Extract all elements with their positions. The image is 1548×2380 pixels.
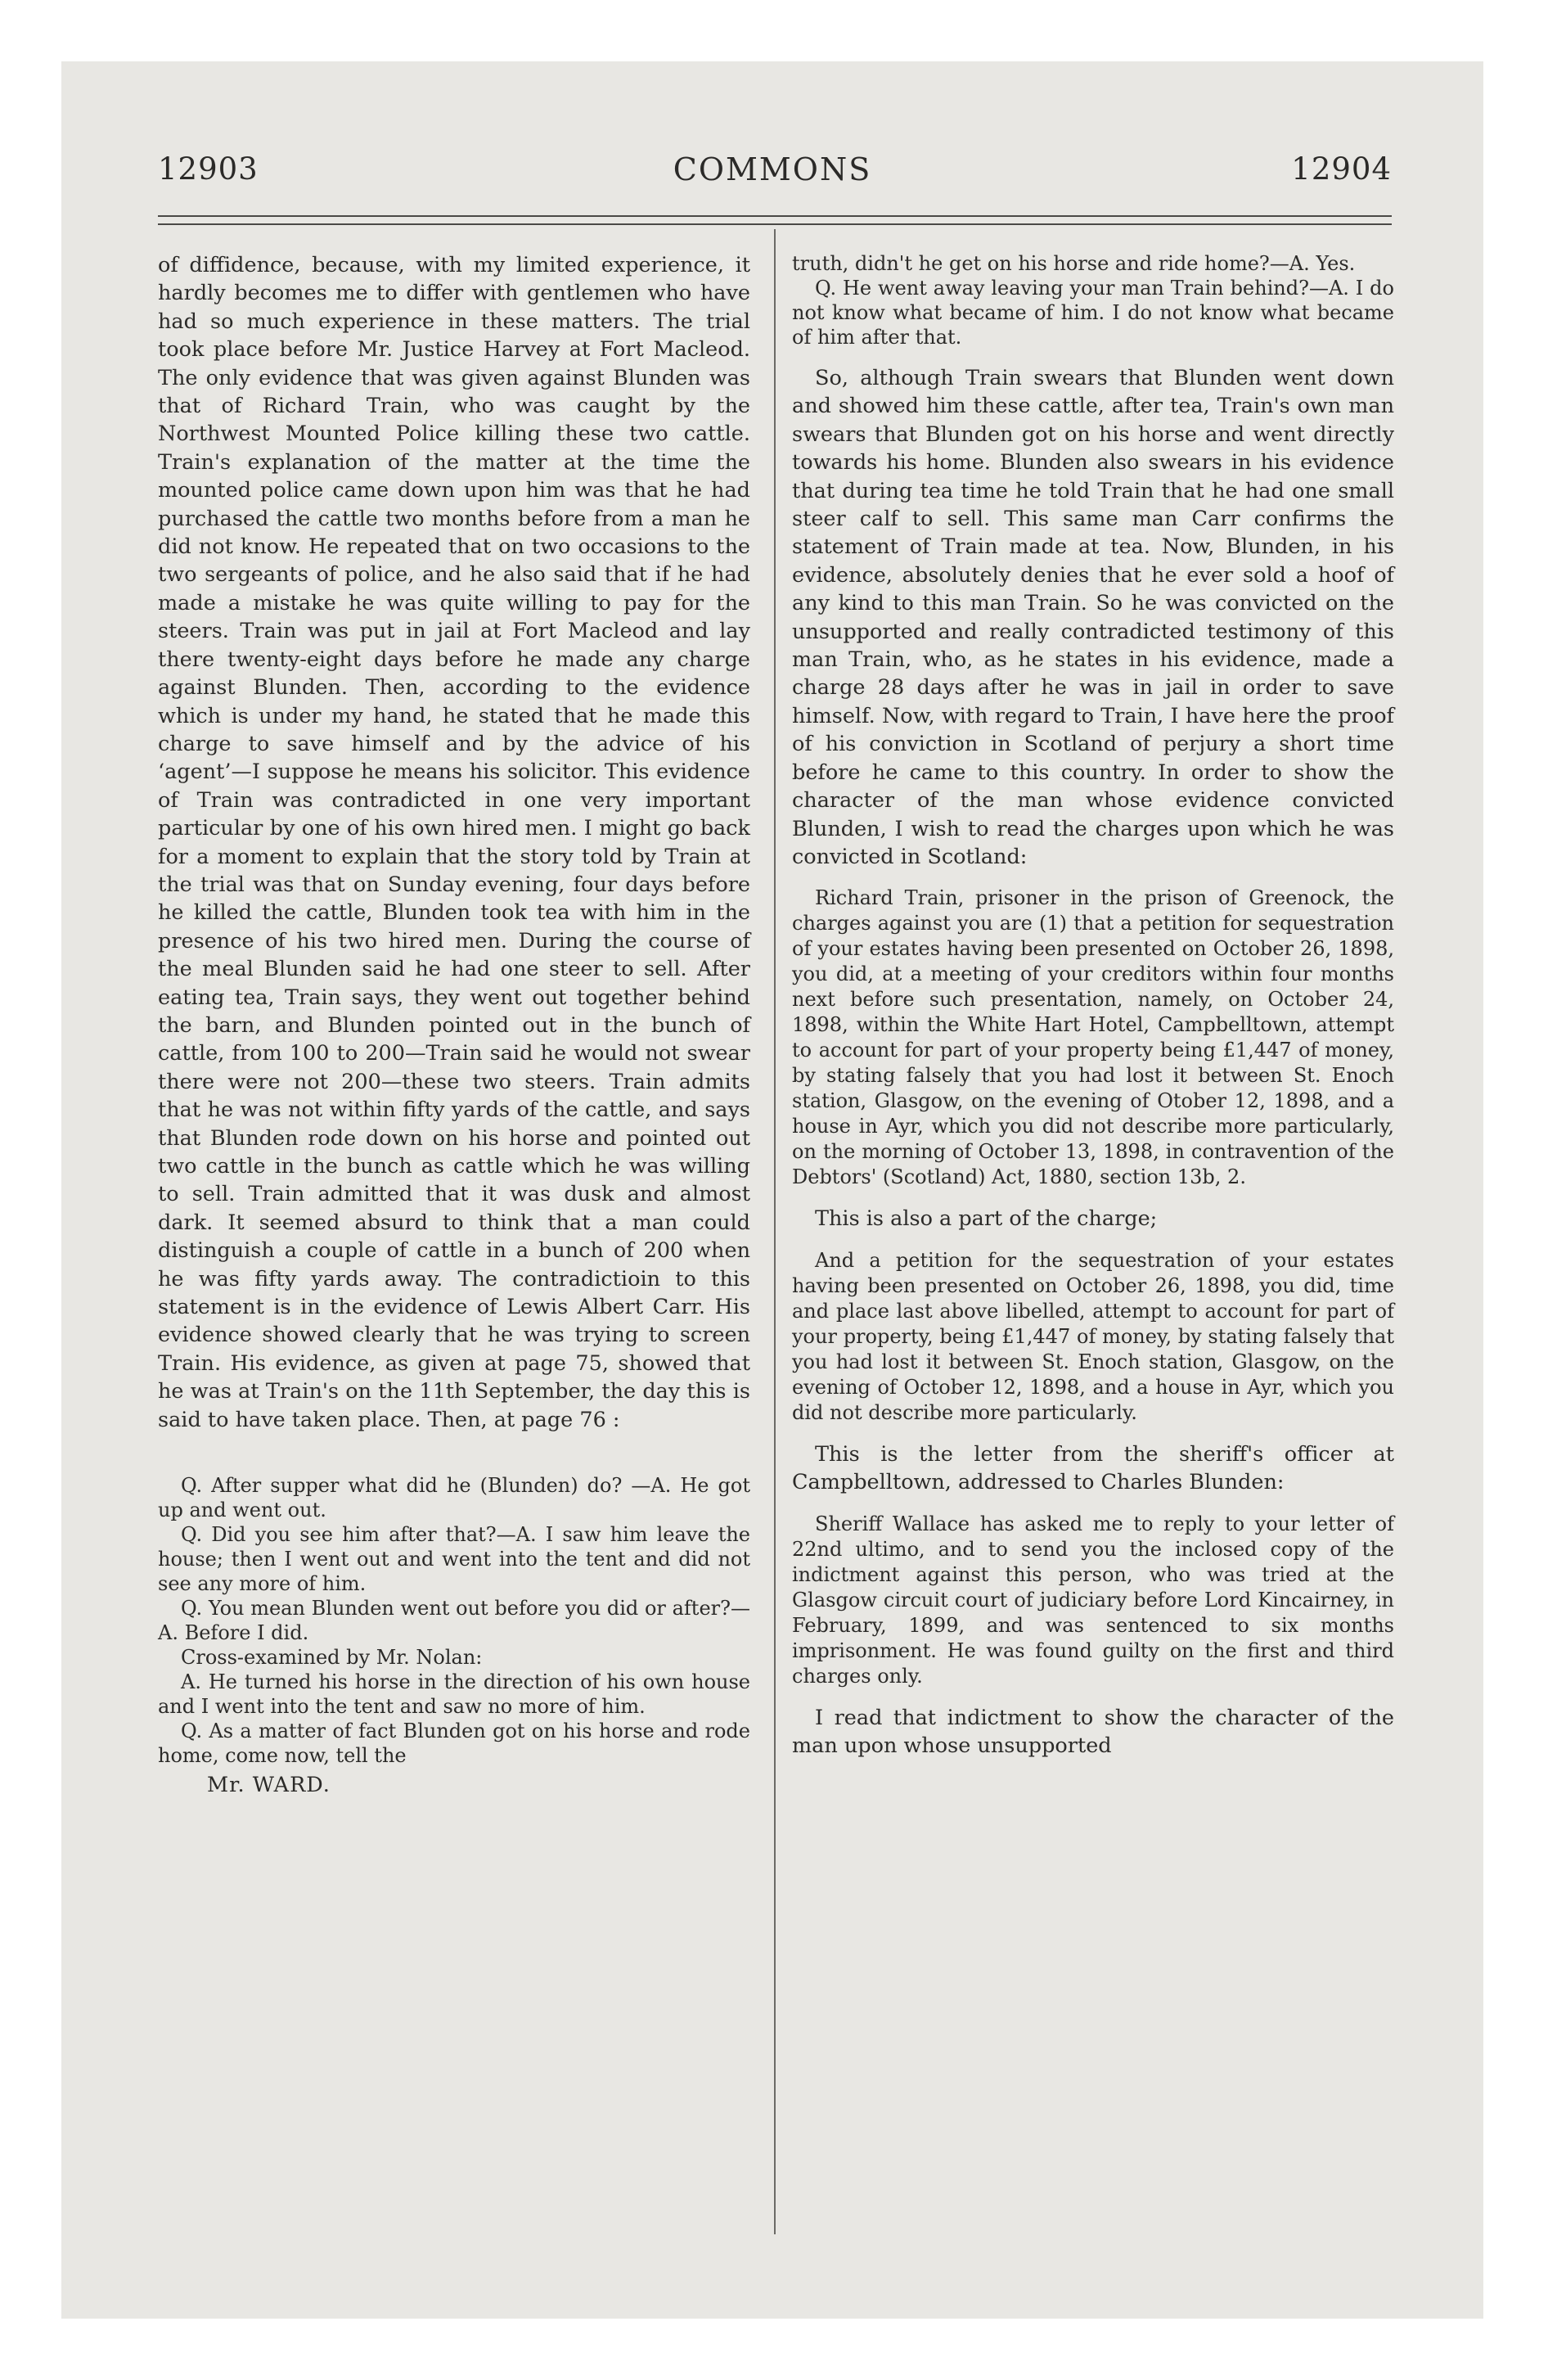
right-paragraph: I read that indictment to show the character of the man upon whose unsupported (792, 1705, 1394, 1758)
qa-line: truth, didn't he get on his horse and ride home?—A. Yes. (792, 252, 1356, 275)
right-paragraph: This is also a part of the charge; (815, 1206, 1158, 1232)
qa-line: Q. He went away leaving your man Train behind?—A. I do not know what became of him. I do not know what became of him after that. (792, 277, 1394, 349)
header-rule-bottom (158, 223, 1392, 225)
right-column (792, 251, 1394, 1760)
left-paragraph: of diffidence, because, with my limited experience, it hardly becomes me to differ with gentlemen who have had so much experience in these matters. The trial took place before Mr. Justice Harvey at Fort Macleod. The only evidence that was given against Blunden was that of Richard Train, who was caught by the Northwest Mounted Police killing these two cattle. Train's explanation of the matter at the time the mounted police came down upon him was that he had purchased the cattle two months before from a man he did not know. He repeated that on two occasions to the two sergeants of police, and he also said that if he had made a mistake he was quite willing to pay for the steers. Train was put in jail at Fort Macleod and lay there twenty-eight days before he made any charge against Blunden. Then, according to the evidence which is under my hand, he stated that he made this charge to save himself and by the advice of his ‘agent’—I suppose he means his solicitor. This evidence of Train was contradicted in one very important particular by one of his own hired men. I might go back for a moment to explain that the story told by Train at the trial was that on Sunday evening, four days before he killed the cattle, Blunden took tea with him in the presence of his two hired men. During the course of the meal Blunden said he had one steer to sell. After eating tea, Train says, they went out together behind the barn, and Blunden pointed out in the bunch of cattle, from 100 to 200—Train said he would not swear there were not 200—these two steers. Train admits that he was not within fifty yards of the cattle, and says that Blunden rode down on his horse and pointed out two cattle in the bunch as cattle which he was willing to sell. Train admitted that it was dusk and almost dark. It seemed absurd to think that a man could distinguish a couple of cattle in a bunch of 200 when he was fifty yards away. The contradictioin to this statement is in the evidence of Lewis Albert Carr. His evidence showed clearly that he was trying to screen Train. His evidence, as given at page 75, showed that he was at Train's on the 11th September, the day this is said to have taken place. Then, at page 76 : (158, 253, 750, 1432)
qa-line: A. He turned his horse in the direction of his own house and I went into the tent and saw no more of him. (158, 1670, 750, 1719)
right-paragraph: So, although Train swears that Blunden went down and showed him these cattle, after tea, Train's own man swears that Blunden got on his horse and went directly towards his home. Blunden also swears in his evidence that during tea time he told Train that he had one small steer calf to sell. This same man Carr confirms the statement of Train made at tea. Now, Blunden, in his evidence, absolutely denies that he ever sold a hoof of any kind to this man Train. So he was convicted on the unsupported and really contradicted testimony of this man Train, who, as he states in his evidence, made a charge 28 days after he was in jail in order to save himself. Now, with regard to Train, I have here the proof of his conviction in Scotland of perjury a short time before he came to this country. In order to show the character of the man whose evidence convicted Blunden, I wish to read the charges upon which he was convicted in Scotland: (792, 366, 1394, 869)
column-divider (774, 229, 776, 2234)
right-paragraph: This is the letter from the sheriff's officer at Campbelltown, addressed to Charles Blunden: (792, 1441, 1394, 1495)
qa-line: Cross-examined by Mr. Nolan: (181, 1646, 483, 1670)
quoted-charge: And a petition for the sequestration of your estates having been presented on October 26, 1898, you did, time and place last above libelled, attempt to account for part of your property, being £1,447 of money, by stating falsely that you had lost it between St. Enoch station, Glasgow, on the evening of October 12, 1898, and a house in Ayr, which you did not describe more particularly. (792, 1248, 1394, 1424)
page-number-right: 12904 (1291, 151, 1392, 187)
qa-line: Q. As a matter of fact Blunden got on his horse and rode home, come now, tell the (158, 1720, 750, 1768)
page (61, 61, 1483, 2319)
left-column (158, 251, 750, 1799)
speaker-name: Mr. WARD. (207, 1773, 331, 1798)
quoted-charge: Richard Train, prisoner in the prison of Greenock, the charges against you are (1) that a petition for sequestration of your estates having been presented on October 26, 1898, you did, at a meeting of your creditors within four months next before such presentation, namely, on October 24, 1898, within the White Hart Hotel, Campbelltown, attempt to account for part of your property being £1,447 of money, by stating falsely that you had lost it between St. Enoch station, Glasgow, on the evening of Otober 12, 1898, and a house in Ayr, which you did not describe more particularly, on the morning of October 13, 1898, in contravention of the Debtors' (Scotland) Act, 1880, section 13b, 2. (792, 886, 1394, 1189)
qa-line: Q. You mean Blunden went out before you did or after?—A. Before I did. (158, 1597, 750, 1645)
page-number-left: 12903 (158, 151, 259, 187)
qa-line: Q. After supper what did he (Blunden) do? —A. He got up and went out. (158, 1474, 750, 1522)
quoted-letter: Sheriff Wallace has asked me to reply to your letter of 22nd ultimo, and to send you the inclosed copy of the indictment against this person, who was tried at the Glasgow circuit court of judiciary before Lord Kincairney, in February, 1899, and was sentenced to six months imprisonment. He was found guilty on the first and third charges only. (792, 1512, 1394, 1688)
header-rule-top (158, 215, 1392, 217)
qa-line: Q. Did you see him after that?—A. I saw him leave the house; then I went out and went into the tent and did not see any more of him. (158, 1523, 750, 1596)
page-header (61, 151, 1483, 225)
running-title: COMMONS (673, 151, 872, 187)
